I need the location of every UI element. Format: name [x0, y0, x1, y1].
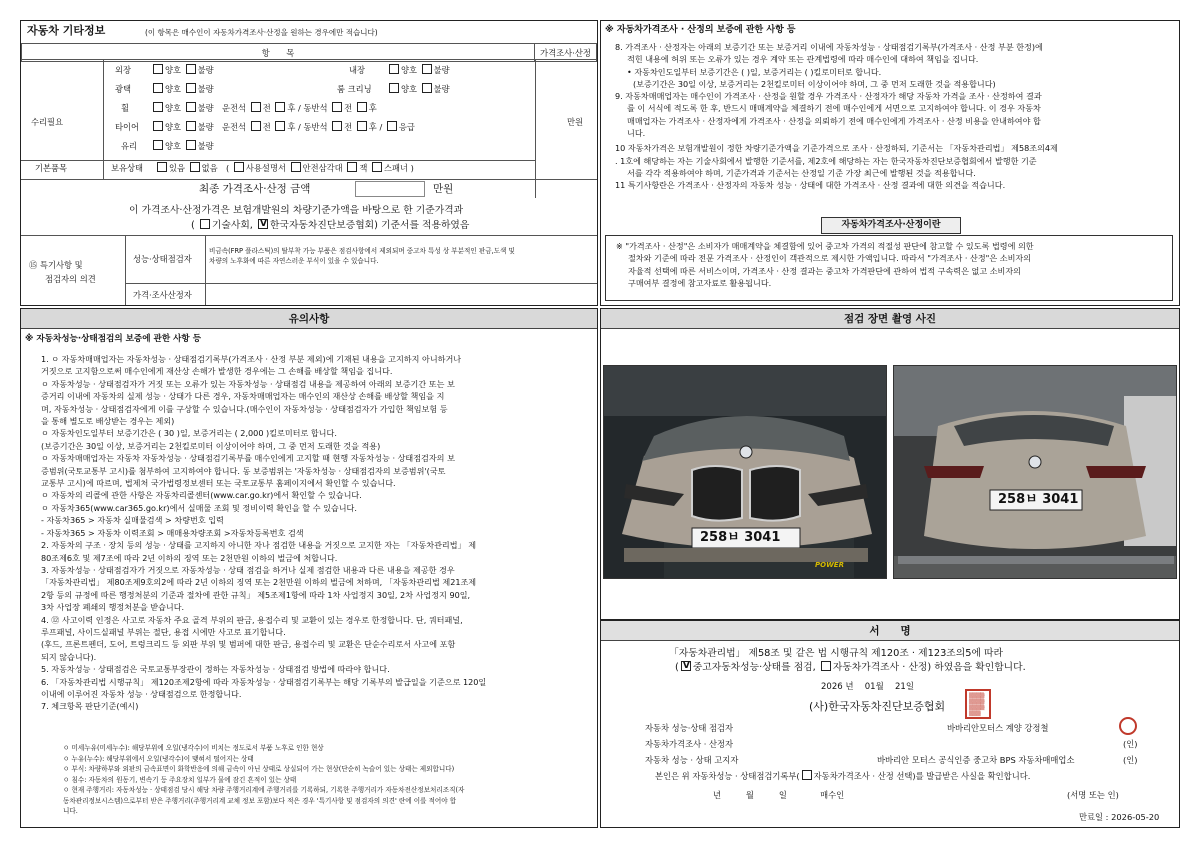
tech-society-checkbox[interactable] — [200, 219, 210, 229]
sign-year: 2026 — [821, 682, 843, 692]
final-won-label: 만원 — [433, 183, 454, 195]
etc-info-panel: 자동차 기타정보 (이 항목은 매수인이 자동차가격조사·산정을 원하는 경우에만 적습니다) 항 목 가격조사·산정 수리필요 만원 외장 양호 불량 내장 양호 불량 광택 양호 불량 룸 크리닝 양호 불량 휠 양호 불량 운전석 전 후 / 동반석 전 후 타이어 양호 불량 운전석 전 후 / 동반석 전 후 / 응급 유리 양호 불량 기본품목 보유상태 있음 없음 ( 사용설명서 안전삼각대 잭 스패너 ) 최종 가격조사·산정 금액 만원 이 가격조사·산정가격은 보험개발원의 차량기준가액을 바탕으로 한 기준가격과 ( 기술사회, V한국자동차진단보증협회) 기준서를 적용하였음 ⑮ 특기사항 및 점검자의 의견 성능·상태점검자 비금속(FRP 플라스틱)의 탈부착 가능 부품은 점검사항에서 제외되며 중고차 특성 상 부분적인 판금,도색 및 차량의 노후화에 따른 자연스러운 부식이 있을 수 있습니다. 가격·조사산정자 — [20, 20, 598, 306]
notice-small-line: ㅇ 부식: 차량하부와 외판의 금속표면이 화학반응에 의해 금속이 아닌 상태로 상실되어 가는 현상(단순히 녹슬어 있는 상태는 제외합니다) — [63, 765, 455, 773]
expiry-date: 만료일 : 2026-05-20 — [1079, 812, 1160, 822]
front-plate-text: 258ㅂ 3041 — [700, 530, 781, 545]
int-bad-checkbox[interactable] — [422, 64, 432, 74]
definition-line: 자율적 선택에 따른 서비스이며, 가격조사 · 산정 결과는 중고차 가격판단에 관하여 법적 구속력은 없고 소비자의 — [628, 265, 1022, 276]
notice-line: 거짓으로 고지함으로써 매수인에게 재산상 손해가 발생한 경우에는 그 손해를 배상할 책임을 집니다. — [41, 366, 393, 377]
kaida-checkbox[interactable] — [258, 219, 268, 229]
inspector-sign-label: 자동차 성능·상태 점검자 — [645, 723, 734, 733]
gloss-good-checkbox[interactable] — [153, 83, 163, 93]
notice-line: ㅇ 자동차성능 · 상태점검자가 거짓 또는 오류가 있는 자동차성능 · 상태점검 내용을 제공하여 아래의 보증기간 또는 보 — [41, 378, 455, 389]
org-seal-stamp: ▒▒▒▒ ▒▒▒▒ ▒▒▒▒ ▒▒▒ — [965, 689, 991, 719]
notice-lines — [41, 353, 486, 713]
gloss-bad-checkbox[interactable] — [186, 83, 196, 93]
price-examiner-label: 가격·조사산정자 — [133, 290, 192, 300]
notice-line: (후드, 프론트펜더, 도어, 트렁크리드 등 외판 부위 및 범퍼에 대한 판금, 용접수리 및 교환은 단순수리로서 사고에 포함 — [41, 639, 456, 650]
notice-small-line: ㅇ 누유(누수): 해당부위에서 오일(냉각수)이 맺혀서 떨어지는 상태 — [63, 754, 254, 763]
notice-line: 며, 자동차성능 · 상태점검자에게 이를 구상할 수 있습니다.(매수인이 자동차성능 · 상태점검자가 가입한 책임보험 등 — [41, 403, 448, 414]
notice-line: ㅇ 자동차의 리콜에 관한 사항은 자동차리콜센터(www.car.go.kr)에서 확인할 수 있습니다. — [41, 490, 362, 501]
tire-label: 타이어 — [115, 122, 140, 132]
room-good-checkbox[interactable] — [389, 83, 399, 93]
special-note-label1: ⑮ 특기사항 및 — [29, 260, 83, 270]
rear-car-photo — [893, 365, 1177, 579]
notice-line: 이내에 이루어진 자동차 성능 · 상태점검으로 한정합니다. — [41, 688, 242, 699]
notice-line: 2항 등의 규정에 따른 행정처분의 기준과 절차에 관한 규칙」 제5조제1항에 따라 1차 사업정지 30일, 2차 사업정지 90일, — [41, 589, 471, 600]
notifier-seal-mark: (인) — [1123, 755, 1138, 765]
sign-month: 01 — [864, 682, 876, 692]
notice-line: ㅇ 자동차인도일부터 보증기간은 ( 30 )일, 보증거리는 ( 2,000 )킬로미터로 합니다. — [41, 428, 337, 439]
notice-small-line: ㅇ 현재 주행거리: 자동차성능 · 상태점검 당시 해당 차량 주행거리계에 주행거리를 기록하되, 기록한 주행거리가 자동차전산정보처리조직(자 — [63, 786, 465, 794]
col-item: 항 목 — [22, 44, 535, 62]
notifier-sign-label: 자동차 성능 · 상태 고지자 — [645, 755, 739, 765]
none-checkbox[interactable] — [190, 162, 200, 172]
notice-small-line: ㅇ 미세누유(미세누수): 해당부위에 오일(냉각수)이 비치는 정도로서 부품 노후로 인한 현상 — [63, 744, 324, 752]
definition-line: 절차와 기준에 따라 전문 가격조사 · 산정인이 객관적으로 제시한 가액입니다. 따라서 "가격조사 · 산정"은 소비자의 — [628, 253, 1032, 264]
final-price-input[interactable] — [355, 181, 425, 197]
repair-label: 수리필요 — [31, 117, 64, 127]
etc-title: 자동차 기타정보 — [27, 24, 106, 37]
warranty-line: 8. 가격조사 · 산정자는 아래의 보증기간 또는 보증거리 이내에 자동차성능 · 상태점검기록부(가격조사 · 산정 부분 한정)에 — [615, 42, 1043, 52]
inspector-label: 성능·상태점검자 — [133, 254, 192, 264]
notice-line: 7. 체크항목 판단기준(예시) — [41, 701, 139, 712]
price-check-checkbox[interactable] — [821, 661, 831, 671]
standard-line1: 이 가격조사·산정가격은 보험개발원의 차량기준가액을 바탕으로 한 기준가격과 — [129, 205, 464, 216]
notice-line: 4. ⑫ 사고이력 인정은 사고로 자동차 주요 골격 부위의 판금, 용접수리 및 교환이 있는 경우로 한정합니다. 단, 쿼터패널, — [41, 614, 463, 625]
sign-day: 21 — [895, 682, 906, 692]
notice-line: ㅇ 자동차365(www.car365.go.kr)에서 실매물 조회 및 정비이력 확인을 할 수 있습니다. — [41, 502, 357, 513]
photo-panel — [600, 308, 1180, 620]
ext-good-checkbox[interactable] — [153, 64, 163, 74]
notice-line: 80조제6호 및 제7조에 따라 2년 이하의 징역 또는 2천만원 이하의 벌금에 처합니다. — [41, 552, 338, 563]
col-price: 가격조사·산정 — [535, 44, 597, 62]
rear-plate-text: 258ㅂ 3041 — [998, 492, 1079, 507]
examiner-seal-mark: (인) — [1123, 739, 1138, 749]
notice-line: 루프패널, 사이드실패널 부위는 절단, 용접 시에만 사고로 표기합니다. — [41, 626, 286, 637]
confirm-checkbox[interactable] — [802, 770, 812, 780]
notice-small-line: ㅇ 침수: 자동차의 원동기, 변속기 등 주요장치 일부가 물에 잠긴 흔적이 있는 상태 — [63, 775, 297, 784]
glass-label: 유리 — [121, 141, 138, 151]
glass-good-checkbox[interactable] — [153, 140, 163, 150]
basic-items-label: 기본품목 — [35, 163, 68, 173]
notice-line: 증거리 이내에 자동차의 실제 성능 · 상태가 다른 경우, 자동차매매업자는 매수인의 재산상 손해를 배상할 책임을 지 — [41, 391, 445, 402]
room-bad-checkbox[interactable] — [422, 83, 432, 93]
final-price-label: 최종 가격조사·산정 금액 — [199, 183, 311, 195]
buyer-label: 매수인 — [820, 790, 845, 800]
notice-line: ㅇ 자동차매매업자는 자동차 자동차성능 · 상태점검기록부를 매수인에게 고지할 때 현행 자동차성능 · 상태점검자의 보 — [41, 453, 455, 464]
confirm-text: 본인은 위 자동차성능 · 상태점검기록부( — [655, 771, 800, 781]
signature-law-line: 「자동차관리법」 제58조 및 같은 법 시행규칙 제120조 · 제123조의5에 따라 — [669, 648, 1003, 659]
signature-panel: 서 명 「자동차관리법」 제58조 및 같은 법 시행규칙 제120조 · 제123조의5에 따라 (V 중고자동차성능·상태를 점검, 자동차가격조사 · 산정) 하였음을 확인합니다. 2026 년 01월 21일 (사)한국자동차진단보증협회 ▒▒▒▒ ▒▒▒▒ ▒▒▒▒ ▒▒▒ 자동차 성능·상태 점검자 바바리안모터스 계양 강정철 자동차가격조사 · 산정자 (인) 자동차 성능 · 상태 고지자 바바리안 모터스 공식인증 중고차 BPS 자동차매매업소 (인) 본인은 위 자동차성능 · 상태점검기록부( 자동차가격조사 · 산정 선택)를 발급받은 사실을 확인합니다. 년 월 일 매수인 (서명 또는 인) 만료일 : 2026-05-20 — [600, 620, 1180, 828]
special-note-label2: 점검자의 의견 — [45, 274, 96, 284]
notice-line: 6. 「자동차관리법 시행규칙」 제120조제2항에 따라 자동차성능 · 상태점검기록부는 해당 기록부의 발급일을 기준으로 120일 — [41, 676, 487, 687]
notice-small-line: 니다. — [63, 807, 78, 815]
int-good-checkbox[interactable] — [389, 64, 399, 74]
glass-bad-checkbox[interactable] — [186, 140, 196, 150]
warranty-heading: ※ 자동차가격조사 · 산정의 보증에 관한 사항 등 — [605, 25, 796, 35]
front-car-photo — [603, 365, 887, 579]
room-clean-label: 룸 크리닝 — [337, 84, 372, 94]
warranty-line: 11 특기사항란은 가격조사 · 산정자의 자동차 성능 · 상태에 대한 가격조사 · 산정 결과에 대한 의견을 적습니다. — [615, 180, 1006, 191]
notice-line: 교통부 고시)에 따르며, 법제처 국가법령정보센터 또는 국토교통부 홈페이지에서 확인할 수 있습니다. — [41, 478, 396, 489]
notice-small-lines — [63, 743, 464, 817]
ext-bad-checkbox[interactable] — [186, 64, 196, 74]
notifier-name: 바바리안 모터스 공식인증 중고차 BPS 자동차매매업소 — [877, 755, 1075, 765]
warranty-line: . 1호에 해당하는 자는 기술사회에서 발행한 기준서를, 제2호에 해당하는 자는 한국자동차진단보증협회에서 발행한 기준 — [615, 155, 1037, 166]
notice-panel — [20, 308, 598, 828]
inspector-note1: 비금속(FRP 플라스틱)의 탈부착 가능 부품은 점검사항에서 제외되며 중고차 특성 상 부분적인 판금,도색 및 — [209, 247, 515, 255]
definition-line: ※ "가격조사 · 산정"은 소비자가 매매계약을 체결함에 있어 중고차 가격의 적절성 판단에 참고할 수 있도록 법령에 의한 — [616, 241, 1034, 251]
inspector-note2: 차량의 노후화에 따른 자연스러운 부식이 있을 수 있습니다. — [209, 257, 379, 265]
examiner-sign-label: 자동차가격조사 · 산정자 — [645, 739, 734, 749]
notice-line: (보증기간은 30일 이상, 보증거리는 2천킬로미터 이상이어야 하며, 그 중 먼저 도래한 것을 적용) — [41, 440, 381, 451]
int-label: 내장 — [349, 65, 366, 75]
inspector-seal — [1119, 717, 1137, 735]
definition-line: 구매여부 결정에 참고자료로 활용됩니다. — [628, 277, 772, 288]
warranty-line: 를 이 서식에 적도록 한 후, 반드시 매매계약을 체결하기 전에 매수인에게 서면으로 고지하여야 합니다. 이 경우 자동차 — [627, 103, 1041, 114]
notice-line: 「자동차관리법」 제80조제9호의2에 따라 2년 이하의 징역 또는 2천만원 이하의 벌금에 처하며, 「자동차관리법 제21조제 — [41, 577, 477, 588]
notice-line: 을 통해 별도로 배상받는 경우는 제외) — [41, 416, 175, 427]
tire-good-checkbox[interactable] — [153, 121, 163, 131]
notice-line: 2. 자동차의 구조 · 장치 등의 성능 · 상태를 고지하지 아니한 자나 점검한 내용을 거짓으로 고지한 자는 「자동차관리법」 제 — [41, 540, 477, 551]
inspector-name: 바바리안모터스 계양 강정철 — [947, 723, 1049, 733]
warranty-line: (보증기간은 30일 이상, 보증거리는 2천킬로미터 이상이어야 하며, 그 중 먼저 도래한 것을 적용합니다) — [633, 78, 996, 89]
ext-label: 외장 — [115, 65, 132, 75]
notice-line: 5. 자동차성능 · 상태점검은 국토교통부장관이 정하는 자동차성능 · 상태점검 방법에 따라야 합니다. — [41, 664, 390, 675]
signature-org: (사)한국자동차진단보증협회 — [809, 700, 946, 713]
wheel-bad-checkbox[interactable] — [186, 102, 196, 112]
wheel-good-checkbox[interactable] — [153, 102, 163, 112]
gloss-label: 광택 — [115, 84, 132, 94]
warranty-line: 9. 자동차매매업자는 매수인이 가격조사 · 산정을 원할 경우 가격조사 · 산정자가 해당 자동차 가격을 조사 · 산정하여 결과 — [615, 91, 1042, 102]
notice-subheading: ※ 자동차성능·상태점검의 보증에 관한 사항 등 — [25, 334, 202, 344]
warranty-line: 매매업자는 가격조사 · 산정자에게 가격조사 · 산정을 의뢰하기 전에 매수인에게 가격조사 · 산정 비용을 안내하여야 합 — [627, 115, 1041, 126]
wheel-label: 휠 — [121, 103, 130, 113]
photo-heading: 점검 장면 촬영 사진 — [601, 309, 1179, 329]
has-checkbox[interactable] — [157, 162, 167, 172]
price-unit: 만원 — [567, 117, 584, 127]
signature-heading: 서 명 — [601, 621, 1179, 641]
warranty-line: 10 자동차가격은 보험개발원이 정한 차량기준가액을 기준가격으로 조사 · 산정하되, 기준서는 「자동차관리법」 제58조의4제 — [615, 143, 1058, 154]
price-warranty-panel — [600, 20, 1180, 306]
warranty-line: • 자동차인도일부터 보증기간은 ( )일, 보증거리는 ( )킬로미터로 합니다. — [627, 66, 882, 77]
buyer-signature-field[interactable]: (서명 또는 인) — [1067, 790, 1119, 800]
warranty-line: 서를 각각 적용하여야 하며, 기준가격과 기준서는 산정일 기준 가장 최근에 발행된 것을 적용합니다. — [627, 167, 976, 178]
notice-line: 1. ㅇ 자동차매매업자는 자동차성능 · 상태점검기록부(가격조사 · 산정 부분 제외)에 기재된 내용을 고지하지 아니하거나 — [41, 354, 462, 364]
notice-small-line: 동차관리정보시스템)으로부터 받은 주행거리(주행거리계 교체 정보 포함)보다 적은 경우 '특기사항 및 점검자의 의견' 란에 이를 적어야 합 — [63, 796, 457, 805]
etc-note: (이 항목은 매수인이 자동차가격조사·산정을 원하는 경우에만 적습니다) — [145, 28, 378, 37]
notice-line: - 자동차365 > 자동차 실매물검색 > 차량번호 입력 — [41, 515, 224, 526]
warranty-line: 적힌 내용에 허위 또는 오류가 있는 경우 계약 또는 관계법령에 따라 매수인에 대하여 책임을 집니다. — [627, 54, 979, 65]
definition-title: 자동차가격조사·산정이란 — [821, 217, 961, 234]
tire-bad-checkbox[interactable] — [186, 121, 196, 131]
inspection-checkbox[interactable] — [681, 661, 691, 671]
notice-line: 되지 않습니다). — [41, 651, 97, 662]
own-status-label: 보유상태 — [111, 163, 144, 173]
lift-brand-text: POWER — [815, 561, 844, 569]
notice-line: 증범위(국토교통부 고시)를 첨부하여 고지하여야 합니다. 동 보증범위는 '자동차성능 · 상태점검자의 보증범위'(국토 — [41, 465, 446, 476]
notice-line: 3. 자동차성능 · 상태점검자가 거짓으로 자동차성능 · 상태 점검을 하거나 실제 점검한 내용과 다른 내용을 제공한 경우 — [41, 564, 455, 575]
notice-heading: 유의사항 — [21, 309, 597, 329]
notice-line: 3차 사업장 폐쇄의 행정처분을 받습니다. — [41, 602, 185, 613]
warranty-line: 니다. — [627, 128, 646, 139]
notice-line: - 자동차365 > 자동차 이력조회 > 매매용차량조회 >자동차등록번호 검색 — [41, 527, 304, 538]
